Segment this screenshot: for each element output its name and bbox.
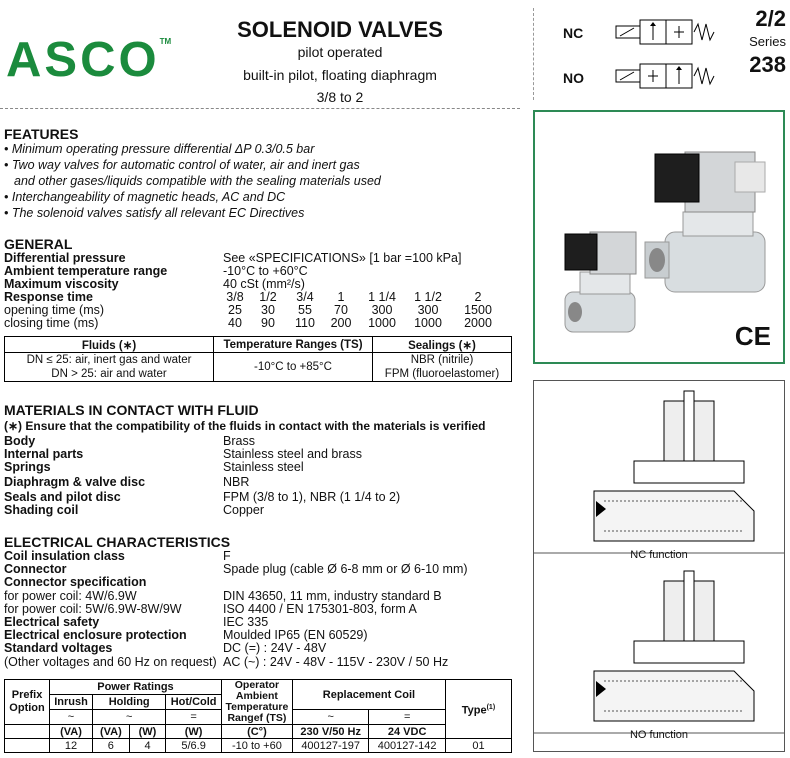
no-function-caption: NO function — [629, 729, 689, 741]
page-title: SOLENOID VALVES — [237, 17, 443, 42]
general-value: 40 cSt (mm²/s) — [223, 277, 305, 291]
ac-symbol: ~ — [292, 710, 368, 725]
feature-item: • Interchangeability of magnetic heads, AC and DC — [4, 190, 286, 204]
table-cell: -10 to +60 — [221, 739, 292, 753]
series-label: Series — [749, 34, 786, 49]
header-divider — [533, 8, 535, 100]
ratio: 2/2 — [755, 6, 786, 31]
opening-cell: 70 — [334, 303, 348, 317]
material-value: FPM (3/8 to 1), NBR (1 1/4 to 2) — [223, 490, 401, 504]
size-cell: 1 1/4 — [368, 290, 396, 304]
material-value: Stainless steel and brass — [223, 447, 362, 461]
general-heading: GENERAL — [4, 236, 73, 252]
electrical-value: F — [223, 549, 231, 563]
general-label: Maximum viscosity — [4, 277, 119, 291]
material-label: Shading coil — [4, 503, 79, 517]
general-value: -10°C to +60°C — [223, 264, 308, 278]
feature-item: • Two way valves for automatic control of water, air and inert gas — [4, 158, 360, 172]
replacement-coil-header: Replacement Coil — [292, 680, 445, 710]
unit-cell — [5, 725, 50, 739]
sealings-cell — [373, 353, 512, 382]
header-rule — [0, 108, 520, 109]
fluid-line: DN ≤ 25: air, inert gas and water — [26, 354, 192, 366]
series-number: 238 — [749, 52, 786, 77]
electrical-label: for power coil: 5W/6.9W-8W/9W — [4, 602, 182, 616]
unit-cell: 24 VDC — [369, 725, 445, 739]
subtitle-line-3: 3/8 to 2 — [316, 89, 364, 105]
nc-label: NC — [563, 25, 584, 41]
opening-cell: 30 — [261, 303, 275, 317]
subtitle-line-2: built-in pilot, floating diaphragm — [243, 67, 437, 83]
material-value: Brass — [223, 434, 255, 448]
size-cell: 1 — [337, 290, 345, 304]
size-cell: 2 — [474, 290, 482, 304]
electrical-label: Connector — [4, 562, 67, 576]
feature-item: • Minimum operating pressure differential ΔP 0.3/0.5 bar — [4, 142, 315, 156]
prefix-option-header: Prefix Option — [5, 680, 50, 725]
type-label: Type — [461, 704, 487, 717]
ce-mark: CE — [734, 321, 771, 351]
electrical-label: (Other voltages and 60 Hz on request) — [4, 655, 217, 669]
material-label: Seals and pilot disc — [4, 490, 121, 504]
size-cell: 3/4 — [296, 290, 314, 304]
fluids-cell — [5, 353, 214, 382]
product-photo — [533, 110, 785, 364]
unit-cell: (VA) — [50, 725, 93, 739]
closing-cell: 2000 — [464, 316, 492, 330]
temperature-header: Temperature Ranges (TS) — [214, 337, 373, 353]
nc-function-caption: NC function — [630, 549, 688, 561]
table-cell: 400127-197 — [292, 739, 368, 753]
type-header — [445, 680, 511, 739]
sealing-line: FPM (fluoroelastomer) — [384, 368, 500, 380]
material-label: Springs — [4, 460, 51, 474]
opening-time-label: opening time (ms) — [4, 303, 105, 317]
electrical-label: Electrical enclosure protection — [4, 628, 187, 642]
table-cell: 4 — [129, 739, 166, 753]
closing-time-label: closing time (ms) — [4, 316, 99, 330]
electrical-value: Moulded IP65 (EN 60529) — [223, 628, 368, 642]
materials-heading: MATERIALS IN CONTACT WITH FLUID — [4, 402, 259, 418]
general-label: Ambient temperature range — [4, 264, 168, 278]
feature-item: and other gases/liquids compatible with the sealing materials used — [14, 174, 381, 188]
closing-cell: 200 — [330, 316, 352, 330]
size-cell: 1 1/2 — [414, 290, 442, 304]
electrical-label: for power coil: 4W/6.9W — [4, 589, 137, 603]
subtitle-line-1: pilot operated — [297, 44, 383, 60]
fluid-line: DN > 25: air and water — [51, 368, 167, 380]
dc-symbol: = — [166, 710, 222, 725]
no-label: NO — [563, 70, 584, 86]
holding-header: Holding — [93, 695, 166, 710]
electrical-value: Spade plug (cable Ø 6-8 mm or Ø 6-10 mm) — [223, 562, 468, 576]
material-value: Stainless steel — [223, 460, 304, 474]
electrical-label: Connector specification — [4, 575, 147, 589]
unit-cell: 230 V/50 Hz — [292, 725, 368, 739]
asco-logo: ASCO™ — [6, 33, 172, 87]
table-cell: 5/6.9 — [166, 739, 222, 753]
function-diagrams — [533, 380, 785, 752]
fluids-table — [4, 336, 512, 382]
electrical-value: DC (=) : 24V - 48V — [223, 641, 327, 655]
table-cell: 01 — [445, 739, 511, 753]
electrical-value: ISO 4400 / EN 175301-803, form A — [223, 602, 417, 616]
material-label: Internal parts — [4, 447, 84, 461]
general-label: Differential pressure — [4, 251, 126, 265]
ac-symbol: ~ — [93, 710, 166, 725]
electrical-value: DIN 43650, 11 mm, industry standard B — [223, 589, 442, 603]
operator-temp-header: Operator Ambient Temperature Rangef (TS) — [221, 680, 292, 725]
ac-symbol: ~ — [50, 710, 93, 725]
size-cell: 1/2 — [259, 290, 277, 304]
no-valve-symbol — [612, 58, 722, 94]
unit-cell: (VA) — [93, 725, 130, 739]
cross-section-illustration — [534, 381, 784, 751]
size-cell: 3/8 — [226, 290, 244, 304]
power-ratings-header: Power Ratings — [50, 680, 222, 695]
opening-cell: 55 — [298, 303, 312, 317]
hot-cold-header: Hot/Cold — [166, 695, 222, 710]
material-label: Body — [4, 434, 36, 448]
closing-cell: 40 — [228, 316, 242, 330]
unit-cell: (W) — [166, 725, 222, 739]
material-value: Copper — [223, 503, 264, 517]
electrical-heading: ELECTRICAL CHARACTERISTICS — [4, 534, 231, 550]
sealing-line: NBR (nitrile) — [410, 354, 474, 366]
electrical-value: AC (~) : 24V - 48V - 115V - 230V / 50 Hz — [223, 655, 449, 669]
inrush-header: Inrush — [50, 695, 93, 710]
closing-cell: 1000 — [414, 316, 442, 330]
general-value: See «SPECIFICATIONS» [1 bar =100 kPa] — [223, 251, 462, 265]
closing-cell: 110 — [295, 316, 315, 330]
features-heading: FEATURES — [4, 126, 79, 142]
power-table — [4, 679, 512, 753]
closing-cell: 90 — [261, 316, 275, 330]
opening-cell: 300 — [371, 303, 393, 317]
material-label: Diaphragm & valve disc — [4, 475, 146, 489]
feature-item: • The solenoid valves satisfy all relevant EC Directives — [4, 206, 305, 220]
fluids-header: Fluids (∗) — [5, 337, 214, 353]
materials-note: (∗) Ensure that the compatibility of the fluids in contact with the materials is verified — [4, 419, 486, 433]
material-value: NBR — [223, 475, 250, 489]
type-note: (1) — [486, 703, 496, 711]
unit-cell: (C°) — [221, 725, 292, 739]
table-cell: 12 — [50, 739, 93, 753]
table-cell: 6 — [93, 739, 130, 753]
response-time-label: Response time — [4, 290, 93, 304]
closing-cell: 1000 — [368, 316, 396, 330]
table-cell: 400127-142 — [369, 739, 445, 753]
dc-symbol: = — [369, 710, 445, 725]
table-cell — [5, 739, 50, 753]
electrical-label: Electrical safety — [4, 615, 100, 629]
opening-cell: 25 — [228, 303, 242, 317]
electrical-label: Standard voltages — [4, 641, 113, 655]
sealings-header: Sealings (∗) — [373, 337, 512, 353]
electrical-label: Coil insulation class — [4, 549, 125, 563]
electrical-value: IEC 335 — [223, 615, 269, 629]
opening-cell: 300 — [417, 303, 439, 317]
temperature-cell: -10°C to +85°C — [214, 353, 373, 382]
unit-cell: (W) — [129, 725, 166, 739]
nc-valve-symbol — [612, 14, 722, 50]
opening-cell: 1500 — [464, 303, 492, 317]
